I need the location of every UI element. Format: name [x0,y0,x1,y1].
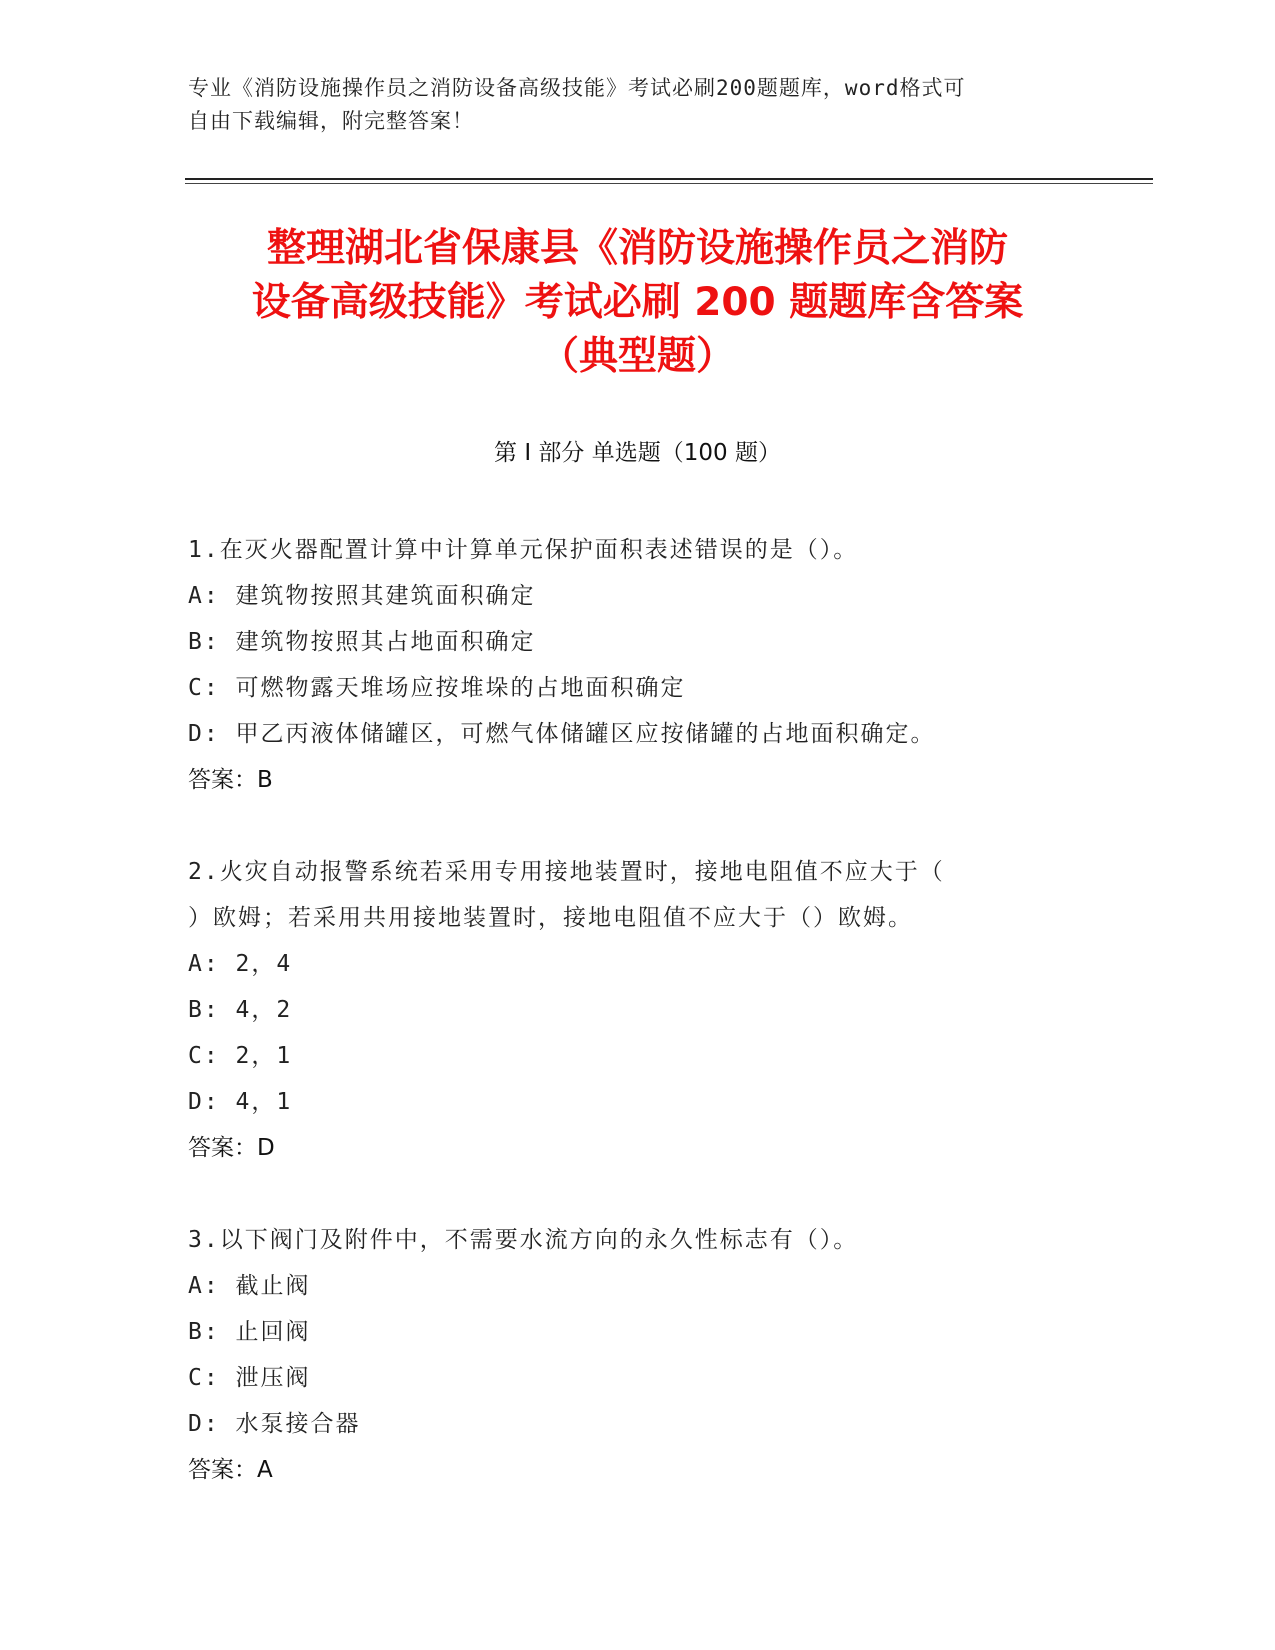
option-c: C: 2，1 [188,1043,293,1069]
option-a: A: 截止阀 [188,1273,311,1299]
option-a: A: 建筑物按照其建筑面积确定 [188,583,536,609]
answer: 答案：D [188,1135,275,1161]
option-b: B: 4，2 [188,997,293,1023]
question-1 [188,527,1088,803]
option-c: C: 可燃物露天堆场应按堆垛的占地面积确定 [188,675,686,701]
answer: 答案：B [188,767,273,793]
question-stem: 1.在灭火器配置计算中计算单元保护面积表述错误的是（）。 [188,537,859,563]
intro-line-2: 自由下载编辑，附完整答案！ [188,109,474,133]
header-divider-thick [185,178,1153,180]
option-b: B: 止回阀 [188,1319,311,1345]
question-list [188,527,1088,1539]
header-divider-thin [185,183,1153,184]
intro-text [188,72,1078,138]
option-b: B: 建筑物按照其占地面积确定 [188,629,536,655]
title-line-2: 设备高级技能》考试必刷 200 题题库含答案 [251,280,1024,325]
intro-line-1: 专业《消防设施操作员之消防设备高级技能》考试必刷200题题库，word格式可 [188,76,966,100]
option-d: D: 甲乙丙液体储罐区，可燃气体储罐区应按储罐的占地面积确定。 [188,721,936,747]
option-a: A: 2，4 [188,951,293,977]
question-stem-continued: ）欧姆；若采用共用接地装置时，接地电阻值不应大于（）欧姆。 [188,905,913,931]
document-title [150,222,1125,384]
question-stem: 3.以下阀门及附件中，不需要水流方向的永久性标志有（）。 [188,1227,859,1253]
option-c: C: 泄压阀 [188,1365,311,1391]
question-2 [188,849,1088,1171]
title-line-3: （典型题） [539,334,735,379]
answer: 答案：A [188,1457,273,1483]
title-line-1: 整理湖北省保康县《消防设施操作员之消防 [266,226,1008,271]
question-3 [188,1217,1088,1493]
question-stem: 2.火灾自动报警系统若采用专用接地装置时，接地电阻值不应大于（ [188,859,945,885]
section-heading: 第 I 部分 单选题（100 题） [494,440,781,466]
option-d: D: 水泵接合器 [188,1411,361,1437]
option-d: D: 4，1 [188,1089,293,1115]
